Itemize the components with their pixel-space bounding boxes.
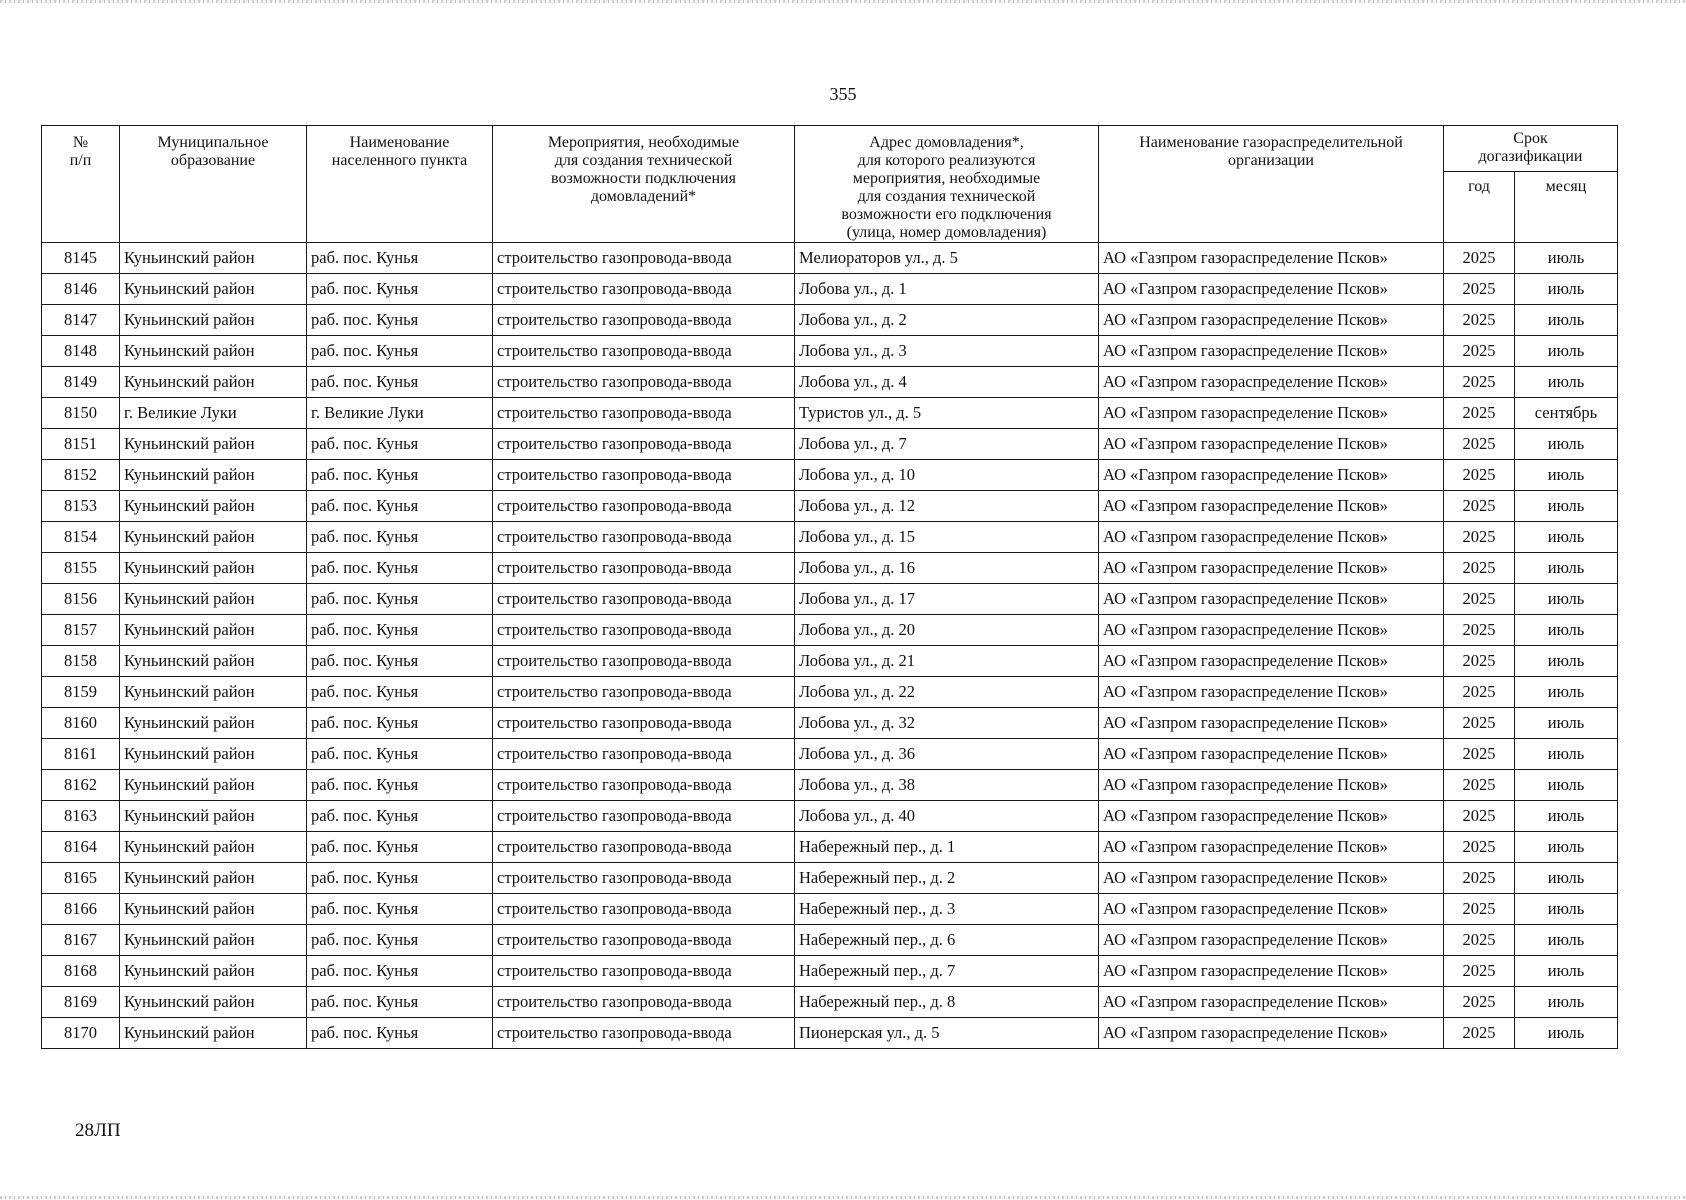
cell-num: 8159 — [42, 677, 120, 708]
cell-num: 8165 — [42, 863, 120, 894]
cell-locality: раб. пос. Кунья — [307, 336, 493, 367]
cell-month: сентябрь — [1515, 398, 1618, 429]
cell-activity: строительство газопровода-ввода — [493, 584, 795, 615]
cell-municipality: Куньинский район — [120, 367, 307, 398]
cell-locality: г. Великие Луки — [307, 398, 493, 429]
cell-locality: раб. пос. Кунья — [307, 243, 493, 274]
cell-address: Лобова ул., д. 21 — [795, 646, 1099, 677]
cell-organization: АО «Газпром газораспределение Псков» — [1099, 522, 1444, 553]
cell-year: 2025 — [1444, 832, 1515, 863]
table-row — [42, 739, 1618, 770]
cell-locality: раб. пос. Кунья — [307, 305, 493, 336]
header-organization: Наименование газораспределительной организации — [1099, 126, 1444, 243]
cell-month: июль — [1515, 987, 1618, 1018]
cell-municipality: Куньинский район — [120, 584, 307, 615]
cell-organization: АО «Газпром газораспределение Псков» — [1099, 677, 1444, 708]
cell-municipality: Куньинский район — [120, 429, 307, 460]
cell-municipality: Куньинский район — [120, 677, 307, 708]
cell-address: Лобова ул., д. 3 — [795, 336, 1099, 367]
cell-address: Лобова ул., д. 20 — [795, 615, 1099, 646]
cell-municipality: г. Великие Луки — [120, 398, 307, 429]
cell-month: июль — [1515, 863, 1618, 894]
cell-locality: раб. пос. Кунья — [307, 553, 493, 584]
cell-year: 2025 — [1444, 987, 1515, 1018]
cell-address: Набережный пер., д. 7 — [795, 956, 1099, 987]
cell-municipality: Куньинский район — [120, 801, 307, 832]
cell-organization: АО «Газпром газораспределение Псков» — [1099, 708, 1444, 739]
cell-address: Набережный пер., д. 3 — [795, 894, 1099, 925]
cell-address: Лобова ул., д. 10 — [795, 460, 1099, 491]
cell-activity: строительство газопровода-ввода — [493, 801, 795, 832]
header-municipality: Муниципальное образование — [120, 126, 307, 243]
table-row — [42, 956, 1618, 987]
footer-code: 28ЛП — [75, 1120, 121, 1141]
cell-municipality: Куньинский район — [120, 956, 307, 987]
cell-month: июль — [1515, 615, 1618, 646]
cell-activity: строительство газопровода-ввода — [493, 987, 795, 1018]
cell-activity: строительство газопровода-ввода — [493, 894, 795, 925]
cell-num: 8167 — [42, 925, 120, 956]
table-row — [42, 243, 1618, 274]
cell-year: 2025 — [1444, 646, 1515, 677]
cell-municipality: Куньинский район — [120, 863, 307, 894]
table-row — [42, 460, 1618, 491]
cell-municipality: Куньинский район — [120, 305, 307, 336]
cell-month: июль — [1515, 553, 1618, 584]
cell-address: Набережный пер., д. 8 — [795, 987, 1099, 1018]
cell-address: Лобова ул., д. 4 — [795, 367, 1099, 398]
cell-locality: раб. пос. Кунья — [307, 987, 493, 1018]
cell-month: июль — [1515, 274, 1618, 305]
table-row — [42, 925, 1618, 956]
cell-month: июль — [1515, 832, 1618, 863]
cell-activity: строительство газопровода-ввода — [493, 460, 795, 491]
table-row — [42, 584, 1618, 615]
cell-activity: строительство газопровода-ввода — [493, 367, 795, 398]
cell-address: Лобова ул., д. 38 — [795, 770, 1099, 801]
cell-organization: АО «Газпром газораспределение Псков» — [1099, 584, 1444, 615]
cell-address: Лобова ул., д. 32 — [795, 708, 1099, 739]
cell-address: Туристов ул., д. 5 — [795, 398, 1099, 429]
cell-activity: строительство газопровода-ввода — [493, 336, 795, 367]
cell-locality: раб. пос. Кунья — [307, 894, 493, 925]
cell-organization: АО «Газпром газораспределение Псков» — [1099, 770, 1444, 801]
scan-top-edge — [0, 0, 1686, 3]
cell-locality: раб. пос. Кунья — [307, 925, 493, 956]
cell-address: Лобова ул., д. 1 — [795, 274, 1099, 305]
cell-activity: строительство газопровода-ввода — [493, 739, 795, 770]
cell-num: 8164 — [42, 832, 120, 863]
table-row — [42, 522, 1618, 553]
cell-month: июль — [1515, 894, 1618, 925]
cell-num: 8166 — [42, 894, 120, 925]
cell-year: 2025 — [1444, 398, 1515, 429]
cell-month: июль — [1515, 584, 1618, 615]
cell-municipality: Куньинский район — [120, 770, 307, 801]
table-row — [42, 367, 1618, 398]
cell-address: Лобова ул., д. 36 — [795, 739, 1099, 770]
cell-organization: АО «Газпром газораспределение Псков» — [1099, 801, 1444, 832]
cell-num: 8156 — [42, 584, 120, 615]
cell-municipality: Куньинский район — [120, 987, 307, 1018]
cell-activity: строительство газопровода-ввода — [493, 398, 795, 429]
table-row — [42, 677, 1618, 708]
header-month: месяц — [1515, 171, 1618, 242]
table-row — [42, 398, 1618, 429]
cell-num: 8158 — [42, 646, 120, 677]
table-row — [42, 429, 1618, 460]
cell-locality: раб. пос. Кунья — [307, 367, 493, 398]
table-row — [42, 801, 1618, 832]
gasification-table — [41, 125, 1618, 1049]
cell-organization: АО «Газпром газораспределение Псков» — [1099, 243, 1444, 274]
cell-locality: раб. пос. Кунья — [307, 274, 493, 305]
cell-month: июль — [1515, 801, 1618, 832]
table-row — [42, 305, 1618, 336]
cell-address: Мелиораторов ул., д. 5 — [795, 243, 1099, 274]
cell-municipality: Куньинский район — [120, 553, 307, 584]
cell-municipality: Куньинский район — [120, 274, 307, 305]
cell-activity: строительство газопровода-ввода — [493, 429, 795, 460]
cell-num: 8148 — [42, 336, 120, 367]
cell-month: июль — [1515, 708, 1618, 739]
cell-locality: раб. пос. Кунья — [307, 615, 493, 646]
cell-year: 2025 — [1444, 1018, 1515, 1049]
table-row — [42, 863, 1618, 894]
cell-activity: строительство газопровода-ввода — [493, 708, 795, 739]
cell-organization: АО «Газпром газораспределение Псков» — [1099, 1018, 1444, 1049]
cell-organization: АО «Газпром газораспределение Псков» — [1099, 491, 1444, 522]
cell-num: 8152 — [42, 460, 120, 491]
cell-municipality: Куньинский район — [120, 460, 307, 491]
cell-municipality: Куньинский район — [120, 832, 307, 863]
cell-year: 2025 — [1444, 491, 1515, 522]
cell-month: июль — [1515, 305, 1618, 336]
cell-municipality: Куньинский район — [120, 646, 307, 677]
cell-year: 2025 — [1444, 243, 1515, 274]
cell-year: 2025 — [1444, 553, 1515, 584]
cell-month: июль — [1515, 739, 1618, 770]
scan-bottom-edge — [0, 1196, 1686, 1199]
cell-locality: раб. пос. Кунья — [307, 646, 493, 677]
cell-activity: строительство газопровода-ввода — [493, 553, 795, 584]
cell-num: 8150 — [42, 398, 120, 429]
cell-year: 2025 — [1444, 336, 1515, 367]
cell-address: Лобова ул., д. 17 — [795, 584, 1099, 615]
cell-locality: раб. пос. Кунья — [307, 522, 493, 553]
table-row — [42, 708, 1618, 739]
cell-month: июль — [1515, 336, 1618, 367]
cell-activity: строительство газопровода-ввода — [493, 522, 795, 553]
table-row — [42, 491, 1618, 522]
header-activity: Мероприятия, необходимые для создания технической возможности подключения домовладений* — [493, 126, 795, 243]
cell-municipality: Куньинский район — [120, 491, 307, 522]
cell-year: 2025 — [1444, 522, 1515, 553]
cell-locality: раб. пос. Кунья — [307, 739, 493, 770]
cell-organization: АО «Газпром газораспределение Псков» — [1099, 274, 1444, 305]
cell-month: июль — [1515, 429, 1618, 460]
cell-address: Набережный пер., д. 6 — [795, 925, 1099, 956]
cell-activity: строительство газопровода-ввода — [493, 491, 795, 522]
cell-num: 8151 — [42, 429, 120, 460]
cell-locality: раб. пос. Кунья — [307, 429, 493, 460]
table-row — [42, 336, 1618, 367]
cell-address: Лобова ул., д. 2 — [795, 305, 1099, 336]
cell-municipality: Куньинский район — [120, 708, 307, 739]
table-row — [42, 987, 1618, 1018]
cell-organization: АО «Газпром газораспределение Псков» — [1099, 615, 1444, 646]
cell-year: 2025 — [1444, 615, 1515, 646]
cell-address: Лобова ул., д. 40 — [795, 801, 1099, 832]
page-number: 355 — [829, 84, 857, 104]
cell-activity: строительство газопровода-ввода — [493, 243, 795, 274]
cell-activity: строительство газопровода-ввода — [493, 863, 795, 894]
cell-month: июль — [1515, 1018, 1618, 1049]
cell-organization: АО «Газпром газораспределение Псков» — [1099, 429, 1444, 460]
cell-organization: АО «Газпром газораспределение Псков» — [1099, 863, 1444, 894]
cell-num: 8163 — [42, 801, 120, 832]
cell-num: 8149 — [42, 367, 120, 398]
cell-activity: строительство газопровода-ввода — [493, 925, 795, 956]
cell-activity: строительство газопровода-ввода — [493, 956, 795, 987]
cell-num: 8155 — [42, 553, 120, 584]
cell-address: Лобова ул., д. 12 — [795, 491, 1099, 522]
cell-month: июль — [1515, 677, 1618, 708]
cell-organization: АО «Газпром газораспределение Псков» — [1099, 336, 1444, 367]
cell-address: Набережный пер., д. 2 — [795, 863, 1099, 894]
header-term: Срок догазификации — [1444, 126, 1618, 172]
table-row — [42, 1018, 1618, 1049]
cell-activity: строительство газопровода-ввода — [493, 646, 795, 677]
cell-num: 8153 — [42, 491, 120, 522]
cell-organization: АО «Газпром газораспределение Псков» — [1099, 832, 1444, 863]
cell-year: 2025 — [1444, 956, 1515, 987]
cell-municipality: Куньинский район — [120, 615, 307, 646]
header-row-main — [42, 126, 1618, 172]
cell-address: Набережный пер., д. 1 — [795, 832, 1099, 863]
cell-year: 2025 — [1444, 367, 1515, 398]
cell-year: 2025 — [1444, 708, 1515, 739]
cell-num: 8146 — [42, 274, 120, 305]
cell-year: 2025 — [1444, 801, 1515, 832]
cell-activity: строительство газопровода-ввода — [493, 832, 795, 863]
cell-num: 8145 — [42, 243, 120, 274]
cell-activity: строительство газопровода-ввода — [493, 305, 795, 336]
cell-organization: АО «Газпром газораспределение Псков» — [1099, 739, 1444, 770]
cell-address: Лобова ул., д. 7 — [795, 429, 1099, 460]
cell-locality: раб. пос. Кунья — [307, 956, 493, 987]
cell-year: 2025 — [1444, 739, 1515, 770]
cell-address: Лобова ул., д. 22 — [795, 677, 1099, 708]
cell-locality: раб. пос. Кунья — [307, 801, 493, 832]
table-row — [42, 274, 1618, 305]
cell-year: 2025 — [1444, 863, 1515, 894]
cell-month: июль — [1515, 460, 1618, 491]
cell-organization: АО «Газпром газораспределение Псков» — [1099, 987, 1444, 1018]
cell-address: Лобова ул., д. 16 — [795, 553, 1099, 584]
cell-num: 8161 — [42, 739, 120, 770]
table-row — [42, 894, 1618, 925]
cell-activity: строительство газопровода-ввода — [493, 677, 795, 708]
cell-locality: раб. пос. Кунья — [307, 584, 493, 615]
cell-month: июль — [1515, 243, 1618, 274]
table-row — [42, 832, 1618, 863]
cell-activity: строительство газопровода-ввода — [493, 615, 795, 646]
cell-num: 8147 — [42, 305, 120, 336]
cell-year: 2025 — [1444, 677, 1515, 708]
cell-year: 2025 — [1444, 925, 1515, 956]
cell-locality: раб. пос. Кунья — [307, 460, 493, 491]
cell-month: июль — [1515, 646, 1618, 677]
cell-locality: раб. пос. Кунья — [307, 1018, 493, 1049]
cell-num: 8160 — [42, 708, 120, 739]
cell-organization: АО «Газпром газораспределение Псков» — [1099, 305, 1444, 336]
cell-month: июль — [1515, 491, 1618, 522]
cell-month: июль — [1515, 925, 1618, 956]
cell-activity: строительство газопровода-ввода — [493, 274, 795, 305]
cell-organization: АО «Газпром газораспределение Псков» — [1099, 894, 1444, 925]
cell-locality: раб. пос. Кунья — [307, 491, 493, 522]
cell-municipality: Куньинский район — [120, 243, 307, 274]
table-header — [42, 126, 1618, 243]
cell-locality: раб. пос. Кунья — [307, 677, 493, 708]
table-row — [42, 615, 1618, 646]
cell-organization: АО «Газпром газораспределение Псков» — [1099, 553, 1444, 584]
cell-organization: АО «Газпром газораспределение Псков» — [1099, 956, 1444, 987]
cell-organization: АО «Газпром газораспределение Псков» — [1099, 367, 1444, 398]
cell-organization: АО «Газпром газораспределение Псков» — [1099, 398, 1444, 429]
cell-address: Лобова ул., д. 15 — [795, 522, 1099, 553]
cell-organization: АО «Газпром газораспределение Псков» — [1099, 646, 1444, 677]
cell-municipality: Куньинский район — [120, 739, 307, 770]
cell-organization: АО «Газпром газораспределение Псков» — [1099, 925, 1444, 956]
cell-year: 2025 — [1444, 894, 1515, 925]
cell-month: июль — [1515, 770, 1618, 801]
cell-locality: раб. пос. Кунья — [307, 708, 493, 739]
cell-num: 8162 — [42, 770, 120, 801]
cell-num: 8170 — [42, 1018, 120, 1049]
cell-address: Пионерская ул., д. 5 — [795, 1018, 1099, 1049]
cell-activity: строительство газопровода-ввода — [493, 770, 795, 801]
table-body — [42, 243, 1618, 1049]
cell-month: июль — [1515, 522, 1618, 553]
cell-year: 2025 — [1444, 429, 1515, 460]
cell-year: 2025 — [1444, 274, 1515, 305]
cell-organization: АО «Газпром газораспределение Псков» — [1099, 460, 1444, 491]
cell-municipality: Куньинский район — [120, 925, 307, 956]
table-row — [42, 770, 1618, 801]
cell-num: 8154 — [42, 522, 120, 553]
cell-municipality: Куньинский район — [120, 894, 307, 925]
header-year: год — [1444, 171, 1515, 242]
header-num: № п/п — [42, 126, 120, 243]
cell-year: 2025 — [1444, 305, 1515, 336]
cell-year: 2025 — [1444, 584, 1515, 615]
cell-num: 8157 — [42, 615, 120, 646]
cell-municipality: Куньинский район — [120, 522, 307, 553]
cell-locality: раб. пос. Кунья — [307, 832, 493, 863]
cell-locality: раб. пос. Кунья — [307, 770, 493, 801]
cell-month: июль — [1515, 367, 1618, 398]
cell-locality: раб. пос. Кунья — [307, 863, 493, 894]
cell-month: июль — [1515, 956, 1618, 987]
cell-municipality: Куньинский район — [120, 1018, 307, 1049]
cell-num: 8169 — [42, 987, 120, 1018]
cell-activity: строительство газопровода-ввода — [493, 1018, 795, 1049]
table-row — [42, 553, 1618, 584]
cell-year: 2025 — [1444, 460, 1515, 491]
header-address: Адрес домовладения*, для которого реализуются мероприятия, необходимые для создания технической возможности его подключения (улица, номер домовладения) — [795, 126, 1099, 243]
cell-num: 8168 — [42, 956, 120, 987]
header-locality: Наименование населенного пункта — [307, 126, 493, 243]
table-row — [42, 646, 1618, 677]
cell-year: 2025 — [1444, 770, 1515, 801]
cell-municipality: Куньинский район — [120, 336, 307, 367]
